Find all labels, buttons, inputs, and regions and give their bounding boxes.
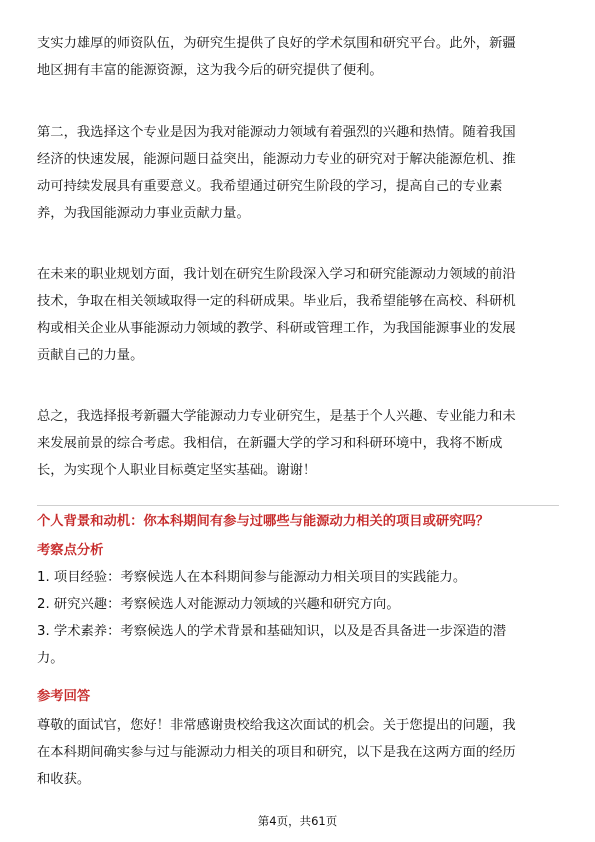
reference-answer (37, 712, 561, 793)
text-line: 总之，我选择报考新疆大学能源动力专业研究生，是基于个人兴趣、专业能力和未 (37, 409, 516, 424)
text-line: 动可持续发展具有重要意义。我希望通过研究生阶段的学习，提高自己的专业素 (37, 179, 503, 194)
list-item: 3. 学术素养：考察候选人的学术背景和基础知识，以及是否具备进一步深造的潜 (37, 624, 507, 639)
text-line: 贡献自己的力量。 (37, 348, 144, 363)
text-line: 构或相关企业从事能源动力领域的教学、科研或管理工作，为我国能源事业的发展 (37, 321, 516, 336)
paragraph-interest (37, 119, 561, 227)
text-line: 养，为我国能源动力事业贡献力量。 (37, 206, 250, 221)
text-line: 长，为实现个人职业目标奠定坚实基础。谢谢！ (37, 463, 317, 478)
question-title: 个人背景和动机：你本科期间有参与过哪些与能源动力相关的项目或研究吗？ (37, 514, 490, 529)
list-item: 2. 研究兴趣：考察候选人对能源动力领域的兴趣和研究方向。 (37, 597, 400, 612)
analysis-list (37, 564, 561, 672)
text-line: 地区拥有丰富的能源资源，这为我今后的研究提供了便利。 (37, 63, 383, 78)
text-line: 经济的快速发展，能源问题日益突出，能源动力专业的研究对于解决能源危机、推 (37, 152, 516, 167)
text-line: 第二，我选择这个专业是因为我对能源动力领域有着强烈的兴趣和热情。随着我国 (37, 125, 516, 140)
analysis-heading: 考察点分析 (37, 543, 104, 558)
text-line: 来发展前景的综合考虑。我相信，在新疆大学的学习和科研环境中，我将不断成 (37, 436, 503, 451)
text-line: 和收获。 (37, 772, 91, 787)
text-line: 技术，争取在相关领域取得一定的科研成果。毕业后，我希望能够在高校、科研机 (37, 294, 516, 309)
paragraph-conclusion (37, 403, 561, 484)
paragraph-resources (37, 30, 561, 84)
section-divider (37, 505, 559, 506)
page-number: 第4页，共61页 (257, 814, 338, 828)
list-item: 1. 项目经验：考察候选人在本科期间参与能源动力相关项目的实践能力。 (37, 570, 467, 585)
text-line: 在本科期间确实参与过与能源动力相关的项目和研究，以下是我在这两方面的经历 (37, 745, 516, 760)
reference-heading: 参考回答 (37, 689, 91, 704)
paragraph-career-plan (37, 261, 561, 369)
text-line: 支实力雄厚的师资队伍，为研究生提供了良好的学术氛围和研究平台。此外，新疆 (37, 36, 516, 51)
list-item-continuation: 力。 (37, 651, 64, 666)
text-line: 尊敬的面试官，您好！非常感谢贵校给我这次面试的机会。关于您提出的问题，我 (37, 718, 516, 733)
text-line: 在未来的职业规划方面，我计划在研究生阶段深入学习和研究能源动力领域的前沿 (37, 267, 516, 282)
